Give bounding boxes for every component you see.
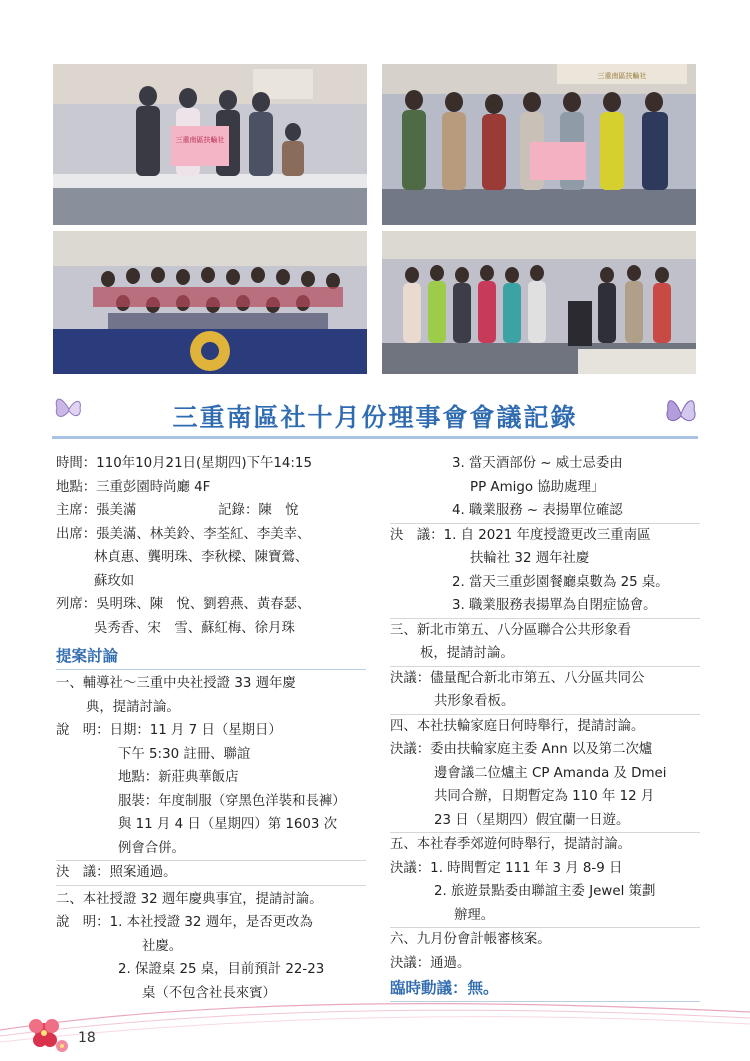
proposal-1-decision: 決 議： 照案通過。 [56,861,366,886]
extempore-motion: 臨時動議：無。 [390,975,700,1002]
meeting-attendees: 出席： 張美滿、林美鈴、李荃紅、李美幸、 [56,526,311,542]
explain-line: 下午 5:30 註冊、聯誼 [118,746,251,762]
title-divider [52,436,698,439]
proposal-2-decision: 決 議： 1. 自 2021 年度授證更改三重南區 [390,527,651,543]
decision-line: 共形象看板。 [390,690,700,715]
photo-banner-text: 三重南區扶輪社 [597,72,647,80]
photo-bottom-right [382,231,696,374]
proposal-1: 一、 輔導社～三重中央社授證 33 週年慶 [56,676,296,691]
photo-top-right [382,64,696,225]
left-column [56,452,366,1005]
title-block [52,392,698,448]
explain-line: 例會合併。 [56,837,366,862]
decision-line: 邊會議二位爐主 CP Amanda 及 Dmei [434,765,667,781]
proposal-3: 三、 新北市第五、八分區聯合公共形象看 [390,622,632,638]
proposal-4: 四、 本社扶輪家庭日何時舉行，提請討論。 [390,718,645,734]
attendees-line-3: 蘇玫如 [94,573,135,589]
decision-line: 2. 旅遊景點委由聯誼主委 Jewel 策劃 [434,884,656,899]
explain-line: 與 11 月 4 日（星期四）第 1603 次 [118,817,338,832]
proposal-heading: 提案討論 [56,644,366,670]
decision-line: 3. 職業服務表揚單為自閉症協會。 [390,594,700,619]
explain-line: 地點：新莊典華飯店 [118,770,239,785]
attendees-line-2: 林貞惠、龔明珠、李秋樑、陳寶鶯、 [94,550,309,565]
explain-line: 桌（不包含社長來賓） [142,985,276,1001]
proposal-5: 五、 本社春季郊遊何時舉行，提請討論。 [390,837,632,852]
explain-line: 4. 職業服務 ~ 表揚單位確認 [390,499,700,524]
proposal-4-decision: 決議： 委由扶輪家庭主委 Ann 以及第二次爐 [390,742,653,757]
explain-line: 2. 保證桌 25 桌，目前預計 22-23 [118,962,325,977]
meeting-observers: 列席： 吳明珠、陳 悅、劉碧燕、黃春瑟、 [56,597,311,612]
proposal-1-line-2: 典，提請討論。 [86,699,180,715]
photo-bottom-left [53,231,367,374]
explain-line: 3. 當天酒部份 ~ 威士忌委由 [452,456,623,471]
proposal-6-decision: 決議： 通過。 [390,955,471,971]
meeting-time: 時間： 110年10月21日(星期四)下午14:15 [56,456,312,471]
page-title: 三重南區社十月份理事會會議記錄 [172,403,578,432]
explain-line: 社慶。 [142,938,183,954]
decision-line: 23 日（星期四）假宜蘭一日遊。 [390,809,700,834]
decision-line: 辦理。 [390,904,700,929]
page-number: 18 [78,1030,96,1046]
proposal-2-explain: 說 明： 1. 本社授證 32 週年，是否更改為 [56,915,313,930]
proposal-3-line-2: 板，提請討論。 [390,642,700,667]
photo-top-left [53,64,367,225]
explain-line: PP Amigo 協助處理」 [470,479,605,495]
observers-line-2: 吳秀香、宋 雪、蘇紅梅、徐月珠 [94,620,295,636]
meeting-chair: 主席： 張美滿 記錄： 陳 悅 [56,503,299,518]
decision-line: 共同合辦，日期暫定為 110 年 12 月 [434,789,655,804]
proposal-5-decision: 決議： 1. 時間暫定 111 年 3 月 8-9 日 [390,860,623,876]
butterfly-icon [664,394,698,432]
proposal-6: 六、 九月份會計帳審核案。 [390,932,551,947]
proposal-3-decision: 決議： 儘量配合新北市第五、八分區共同公 [390,670,645,686]
proposal-2: 二、 本社授證 32 週年慶典事宜，提請討論。 [56,891,323,907]
explain-line: 服裝：年度制服（穿黑色洋裝和長褲） [118,793,346,809]
right-column [390,452,700,1002]
photo-sign-text: 三重南區扶輪社 [175,136,225,144]
meeting-place: 地點： 三重彭園時尚廳 4F [56,479,211,495]
decision-line: 2. 當天三重彭園餐廳桌數為 25 桌。 [452,574,669,590]
footer-decoration [0,990,750,1061]
decision-line: 扶輪社 32 週年社慶 [470,551,590,566]
proposal-1-explain: 說 明： 日期：11 月 7 日（星期日） [56,723,282,738]
